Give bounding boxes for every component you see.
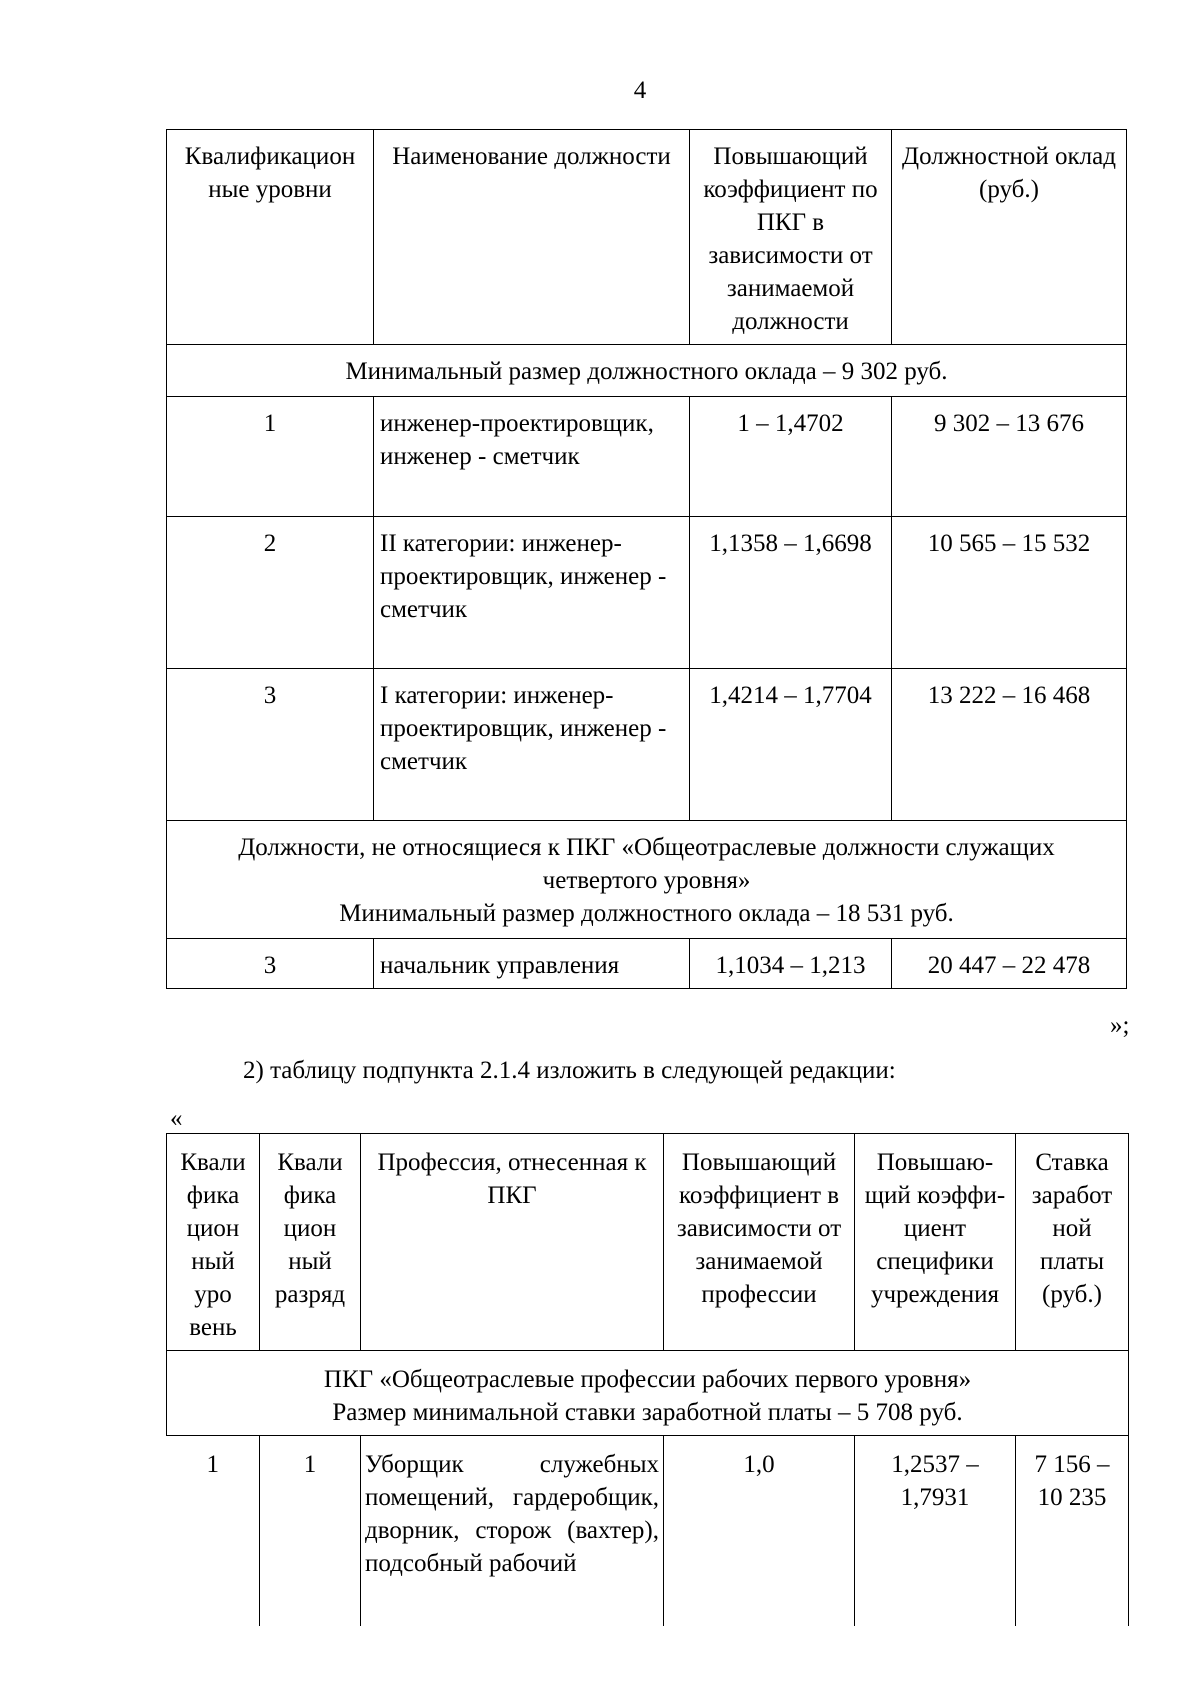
header-qualification-level: Квалификацион ные уровни — [167, 130, 374, 345]
header-profession: Профессия, отнесенная к ПКГ — [361, 1134, 664, 1351]
section-title-line: ПКГ «Общеотраслевые профессии рабочих первого уровня» — [323, 1366, 972, 1393]
cell-level: 1 — [167, 397, 374, 517]
cell-coefficient-specific: 1,2537 – 1,7931 — [855, 1436, 1016, 1626]
header-salary: Должностной оклад (руб.) — [892, 130, 1127, 345]
salary-table-engineers — [166, 129, 1127, 989]
table-row — [167, 669, 1127, 821]
table-row — [167, 397, 1127, 517]
section-title-non-pkg — [167, 821, 1127, 939]
cell-profession: Уборщик служебных помещений, гардеробщик, дворник, сторож (вахтер), подсобный рабочий — [361, 1436, 664, 1626]
cell-wage-rate: 7 156 – 10 235 — [1016, 1436, 1129, 1626]
header-wage-rate: Ставка заработ ной платы (руб.) — [1016, 1134, 1129, 1351]
wage-rate-table-workers — [166, 1133, 1129, 1626]
cell-coefficient: 1,1034 – 1,213 — [690, 939, 892, 989]
cell-salary: 13 222 – 16 468 — [892, 669, 1127, 821]
cell-salary: 20 447 – 22 478 — [892, 939, 1127, 989]
cell-level: 3 — [167, 939, 374, 989]
cell-level: 2 — [167, 517, 374, 669]
header-qualification-grade: Квали фика цион ный разряд — [260, 1134, 361, 1351]
cell-coefficient: 1,4214 – 1,7704 — [690, 669, 892, 821]
cell-position: II категории: инженер-проектировщик, инженер - сметчик — [374, 517, 690, 669]
header-position-name: Наименование должности — [374, 130, 690, 345]
section-title-min-salary: Минимальный размер должностного оклада – 9 302 руб. — [167, 345, 1127, 397]
cell-salary: 10 565 – 15 532 — [892, 517, 1127, 669]
table-header-row — [167, 130, 1127, 345]
cell-salary: 9 302 – 13 676 — [892, 397, 1127, 517]
section-title-min-salary: Минимальный размер должностного оклада – 18 531 руб. — [339, 900, 954, 927]
cell-level: 3 — [167, 669, 374, 821]
cell-position: I категории: инженер-проектировщик, инженер - сметчик — [374, 669, 690, 821]
cell-coefficient: 1,1358 – 1,6698 — [690, 517, 892, 669]
section-row — [167, 1351, 1129, 1436]
instruction-paragraph: 2) таблицу подпункта 2.1.4 изложить в следующей редакции: — [243, 1057, 896, 1084]
section-row — [167, 345, 1127, 397]
header-qualification-level: Квали фика цион ный уро вень — [167, 1134, 260, 1351]
cell-coefficient: 1 – 1,4702 — [690, 397, 892, 517]
table-row — [167, 517, 1127, 669]
cell-position: инженер-проектировщик, инженер - сметчик — [374, 397, 690, 517]
closing-quote: »; — [1110, 1012, 1130, 1039]
header-coefficient-specific: Повышаю-щий коэффи-циент специфики учреждения — [855, 1134, 1016, 1351]
section-row — [167, 821, 1127, 939]
page-number: 4 — [633, 77, 647, 104]
cell-coefficient-profession: 1,0 — [664, 1436, 855, 1626]
table-header-row — [167, 1134, 1129, 1351]
cell-level: 1 — [167, 1436, 260, 1626]
header-coefficient-profession: Повышающий коэффициент в зависимости от занимаемой профессии — [664, 1134, 855, 1351]
section-title-line: Должности, не относящиеся к ПКГ «Общеотраслевые должности служащих четвертого уровня» — [238, 834, 1055, 894]
table-row — [167, 1436, 1129, 1626]
section-title-min-rate: Размер минимальной ставки заработной платы – 5 708 руб. — [332, 1399, 963, 1426]
opening-quote: « — [170, 1105, 183, 1132]
table-row — [167, 939, 1127, 989]
cell-grade: 1 — [260, 1436, 361, 1626]
cell-position: начальник управления — [374, 939, 690, 989]
section-title-workers — [167, 1351, 1129, 1436]
header-coefficient: Повышающий коэффициент по ПКГ в зависимости от занимаемой должности — [690, 130, 892, 345]
